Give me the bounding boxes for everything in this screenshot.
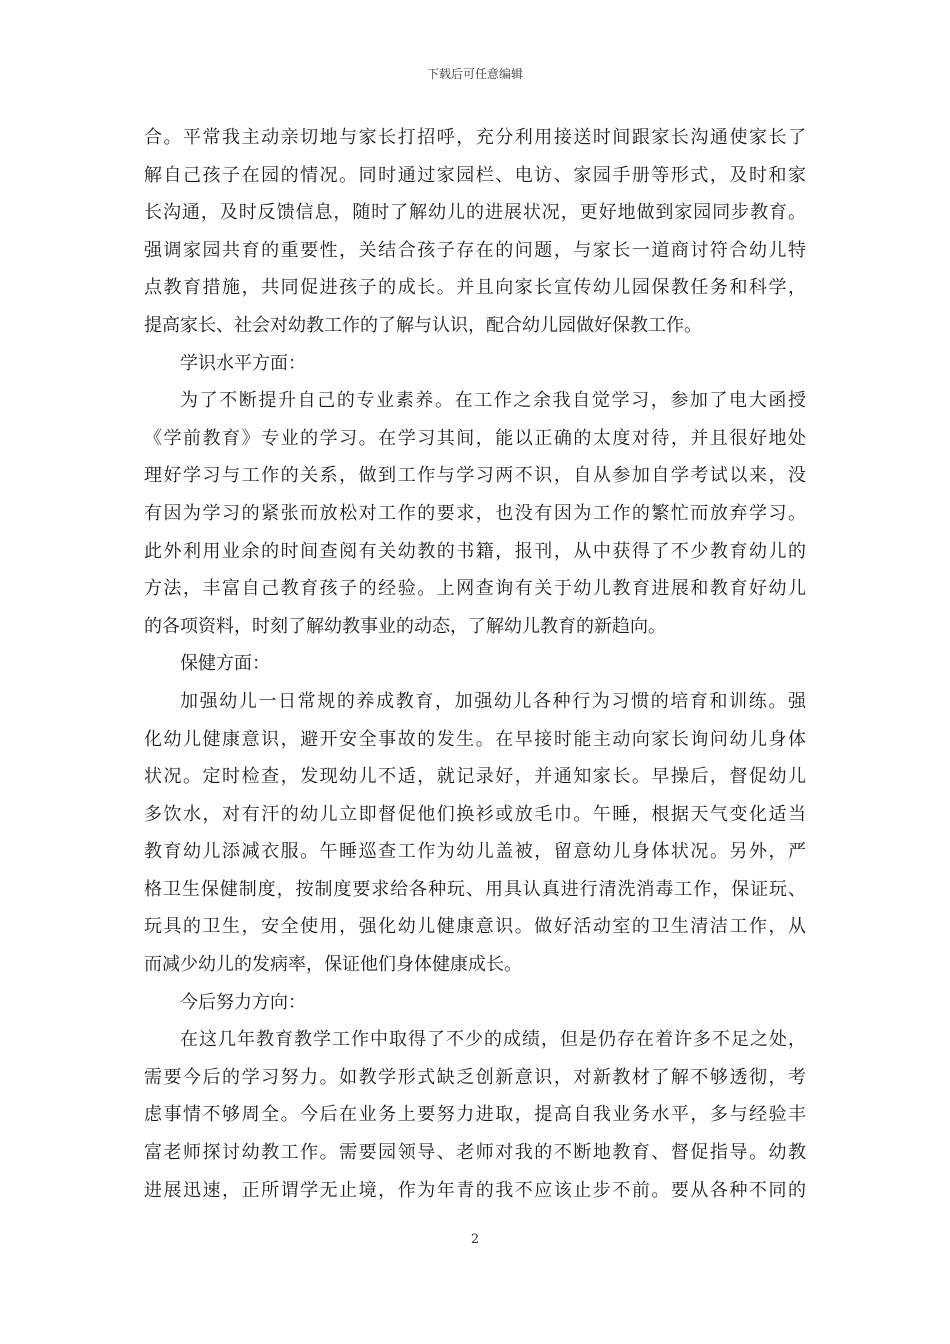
text-line: 需要今后的学习努力。如教学形式缺乏创新意识，对新教材了解不够透彻，考 [144, 1066, 806, 1088]
text-line: 加强幼儿一日常规的养成教育，加强幼儿各种行为习惯的培育和训练。强 [180, 690, 806, 712]
text-line: 此外利用业余的时间查阅有关幼教的书籍，报刊，从中获得了不少教育幼儿的 [144, 540, 806, 562]
text-line: 合。平常我主动亲切地与家长打招呼，充分利用接送时间跟家长沟通使家长了 [144, 127, 806, 148]
text-line: 方法，丰富自己教育孩子的经验。上网查询有关于幼儿教育进展和教育好幼儿 [144, 578, 806, 600]
text-line: 多饮水，对有汗的幼儿立即督促他们换衫或放毛巾。午睡，根据天气变化适当 [144, 803, 806, 825]
text-line: 解自己孩子在园的情况。同时通过家园栏、电访、家园手册等形式，及时和家 [144, 164, 806, 186]
text-line: 长沟通，及时反馈信息，随时了解幼儿的进展状况，更好地做到家园同步教育。 [144, 202, 806, 224]
text-line: 而减少幼儿的发病率，保证他们身体健康成长。 [144, 954, 522, 976]
text-line: 格卫生保健制度，按制度要求给各种玩、用具认真进行清洗消毒工作，保证玩、 [144, 878, 806, 900]
page-header: 下载后可任意编辑 [426, 67, 523, 81]
text-line: 的各项资料，时刻了解幼教事业的动态，了解幼儿教育的新趋向。 [144, 615, 666, 637]
section-heading: 保健方面： [180, 653, 270, 675]
text-line: 为了不断提升自己的专业素养。在工作之余我自觉学习，参加了电大函授 [180, 390, 806, 412]
text-line: 理好学习与工作的关系，做到工作与学习两不识，自从参加自学考试以来，没 [144, 465, 806, 487]
section-heading: 今后努力方向： [180, 991, 306, 1013]
text-line: 状况。定时检查，发现幼儿不适，就记录好，并通知家长。早操后，督促幼儿 [144, 766, 806, 788]
text-line: 玩具的卫生，安全使用，强化幼儿健康意识。做好活动室的卫生清洁工作，从 [144, 916, 806, 938]
text-line: 富老师探讨幼教工作。需要园领导、老师对我的不断地教育、督促指导。幼教 [144, 1142, 806, 1164]
text-line: 进展迅速，正所谓学无止境，作为年青的我不应该止步不前。要从各种不同的 [144, 1179, 806, 1201]
section-heading: 学识水平方面： [180, 352, 306, 374]
text-line: 教育幼儿添减衣服。午睡巡查工作为幼儿盖被，留意幼儿身体状况。另外，严 [144, 841, 806, 863]
document-body [144, 119, 806, 1209]
text-line: 强调家园共育的重要性，关结合孩子存在的问题，与家长一道商讨符合幼儿特 [144, 239, 806, 261]
text-line: 虑事情不够周全。今后在业务上要努力进取，提高自我业务水平，多与经验丰 [144, 1104, 806, 1126]
text-line: 点教育措施，共同促进孩子的成长。并且向家长宣传幼儿园保教任务和科学， [144, 277, 806, 299]
text-line: 在这几年教育教学工作中取得了不少的成绩，但是仍存在着许多不足之处， [180, 1029, 806, 1051]
text-line: 化幼儿健康意识，避开安全事故的发生。在早接时能主动向家长询问幼儿身体 [144, 728, 806, 750]
text-line: 有因为学习的紧张而放松对工作的要求，也没有因为工作的繁忙而放弃学习。 [144, 502, 806, 524]
page-number: 2 [470, 1232, 480, 1247]
text-line: 提高家长、社会对幼教工作的了解与认识，配合幼儿园做好保教工作。 [144, 314, 702, 336]
text-line: 《学前教育》专业的学习。在学习其间，能以正确的太度对待，并且很好地处 [144, 427, 806, 449]
